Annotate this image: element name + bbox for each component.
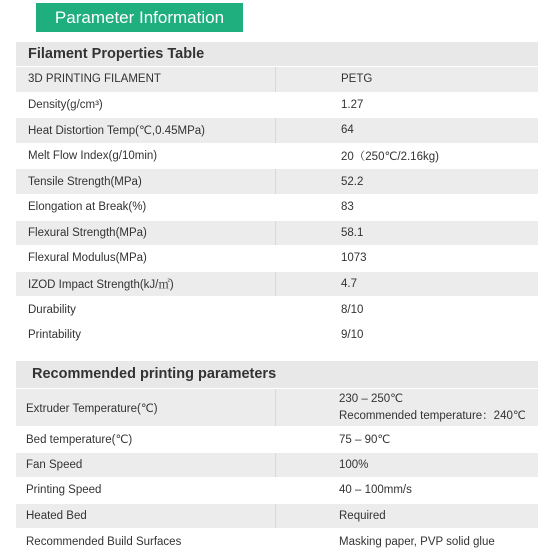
parameter-label: Heated Bed bbox=[26, 510, 87, 523]
property-label: 3D PRINTING FILAMENT bbox=[28, 73, 161, 86]
column-divider bbox=[275, 118, 276, 143]
filament-properties-table bbox=[16, 67, 538, 349]
parameter-value-range: 230 – 250℃ bbox=[339, 393, 404, 405]
table-row bbox=[16, 389, 538, 427]
table-row bbox=[16, 272, 538, 298]
column-divider bbox=[275, 93, 276, 118]
column-divider bbox=[275, 67, 276, 92]
property-label: Flexural Modulus(MPa) bbox=[28, 252, 147, 265]
table-row bbox=[16, 323, 538, 349]
column-divider bbox=[275, 297, 276, 322]
column-divider bbox=[275, 195, 276, 220]
column-divider bbox=[275, 169, 276, 194]
parameter-value: 75 – 90℃ bbox=[339, 434, 391, 447]
property-value: 1.27 bbox=[341, 98, 364, 111]
table-row bbox=[16, 246, 538, 272]
table-row bbox=[16, 195, 538, 221]
column-divider bbox=[275, 453, 276, 478]
table-row bbox=[16, 453, 538, 479]
parameter-value bbox=[339, 389, 538, 428]
table-row bbox=[16, 504, 538, 530]
parameter-label: Extruder Temperature(℃) bbox=[26, 402, 158, 415]
parameter-label: Fan Speed bbox=[26, 458, 83, 471]
table-row bbox=[16, 529, 538, 555]
parameter-value: Masking paper, PVP solid glue bbox=[339, 535, 495, 548]
property-value: 64 bbox=[341, 124, 354, 137]
property-label: Elongation at Break(%) bbox=[28, 201, 147, 214]
table-row bbox=[16, 144, 538, 170]
property-value: PETG bbox=[341, 73, 373, 86]
parameter-label: Bed temperature(℃) bbox=[26, 434, 133, 447]
property-label: Melt Flow Index(g/10min) bbox=[28, 150, 158, 163]
parameter-label: Recommended Build Surfaces bbox=[26, 535, 182, 548]
table-row bbox=[16, 221, 538, 247]
property-label: Durability bbox=[28, 303, 76, 316]
parameter-info-banner: Parameter Information bbox=[36, 3, 243, 32]
printing-parameters-table bbox=[16, 389, 538, 555]
parameter-value: 100% bbox=[339, 458, 369, 471]
column-divider bbox=[275, 272, 276, 297]
table-row bbox=[16, 169, 538, 195]
column-divider bbox=[275, 323, 276, 348]
property-value: 58.1 bbox=[341, 226, 364, 239]
column-divider bbox=[275, 246, 276, 271]
property-label: Heat Distortion Temp(℃,0.45MPa) bbox=[28, 125, 205, 138]
parameter-value-recommended: Recommended temperature：240℃ bbox=[339, 410, 526, 422]
filament-properties-heading: Filament Properties Table bbox=[16, 42, 538, 66]
table-row bbox=[16, 427, 538, 453]
column-divider bbox=[275, 529, 276, 554]
table-row bbox=[16, 478, 538, 504]
column-divider bbox=[275, 144, 276, 169]
property-label: Printability bbox=[28, 329, 82, 342]
column-divider bbox=[275, 427, 276, 452]
property-value: 8/10 bbox=[341, 303, 364, 316]
column-divider bbox=[275, 389, 276, 426]
property-label: Tensile Strength(MPa) bbox=[28, 175, 142, 188]
property-label: Density(g/cm³) bbox=[28, 98, 103, 111]
table-row bbox=[16, 67, 538, 93]
column-divider bbox=[275, 221, 276, 246]
column-divider bbox=[275, 504, 276, 529]
printing-parameters-heading: Recommended printing parameters bbox=[16, 361, 538, 388]
table-row bbox=[16, 118, 538, 144]
parameter-value: 40 – 100mm/s bbox=[339, 484, 412, 497]
column-divider bbox=[275, 478, 276, 503]
property-value: 52.2 bbox=[341, 175, 364, 188]
parameter-value: Required bbox=[339, 510, 386, 523]
property-label: IZOD Impact Strength(kJ/㎡) bbox=[28, 279, 174, 292]
table-row bbox=[16, 297, 538, 323]
table-row bbox=[16, 93, 538, 119]
property-value: 83 bbox=[341, 201, 354, 214]
property-value: 1073 bbox=[341, 252, 367, 265]
property-value: 20（250℃/2.16kg) bbox=[341, 151, 439, 164]
property-label: Flexural Strength(MPa) bbox=[28, 226, 147, 239]
property-value: 4.7 bbox=[341, 278, 357, 291]
parameter-label: Printing Speed bbox=[26, 484, 102, 497]
property-value: 9/10 bbox=[341, 329, 364, 342]
